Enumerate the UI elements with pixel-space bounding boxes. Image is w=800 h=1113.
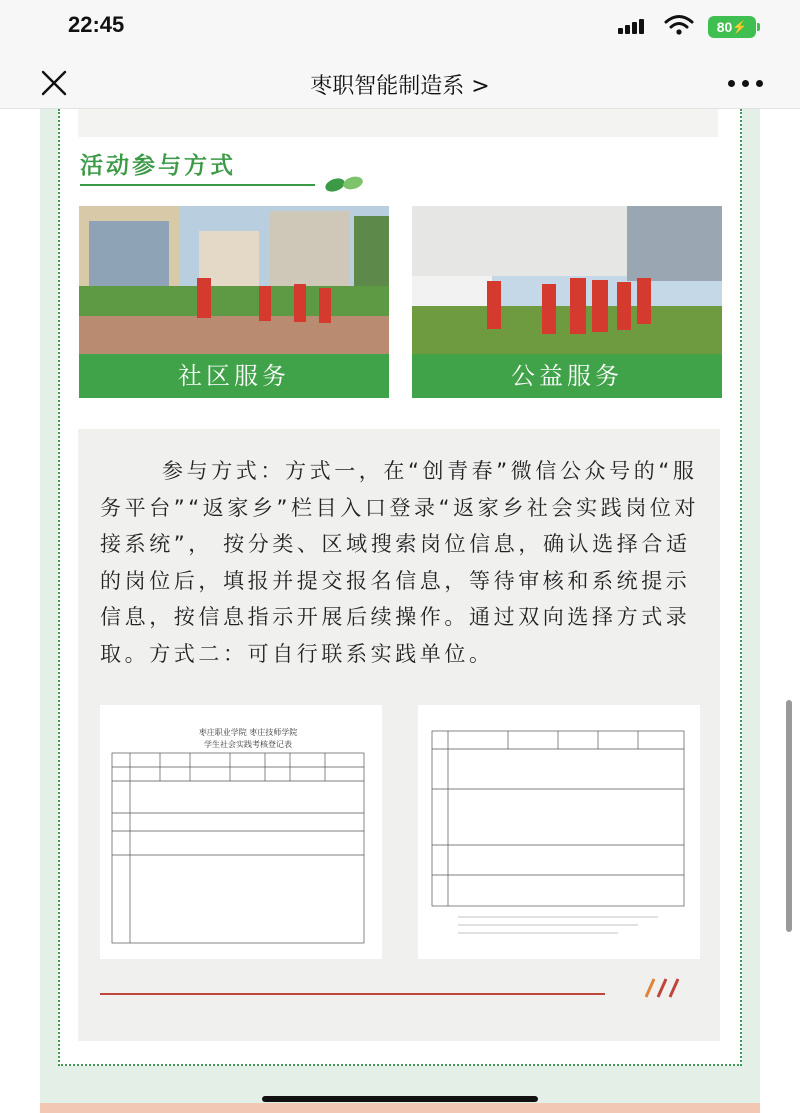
community-service-photo [79, 206, 389, 354]
charity-service-photo [412, 206, 722, 354]
photo-label-community: 社区服务 [79, 354, 389, 398]
form-title-line-2: 学生社会实践考核登记表 [204, 740, 292, 749]
scrollbar[interactable] [786, 700, 792, 932]
charging-icon: ⚡ [732, 20, 748, 34]
battery-indicator [708, 16, 756, 38]
page-title[interactable]: 枣职智能制造系 > [310, 74, 490, 99]
section-heading: 活动参与方式 [80, 153, 236, 179]
home-indicator[interactable] [262, 1096, 538, 1102]
form-title-line-1: 枣庄职业学院 枣庄技师学院 [198, 728, 298, 737]
slash-decoration-icon [638, 977, 686, 999]
wifi-icon [664, 14, 694, 36]
registration-form-image-left [100, 705, 382, 959]
heading-underline [80, 184, 315, 186]
battery-level: 80 [716, 19, 733, 35]
photo-label-charity: 公益服务 [412, 354, 722, 398]
status-time: 22:45 [68, 12, 125, 37]
registration-form-image-right [418, 705, 700, 959]
status-bar [0, 0, 800, 58]
signal-icon [618, 18, 648, 34]
participation-panel [78, 429, 720, 1041]
article-body [40, 109, 760, 1113]
participation-description: 参与方式：方式一，在“创青春”微信公众号的“服务平台”“返家乡”栏目入口登录“返家乡社会实践岗位对接系统”， 按分类、区域搜索岗位信息，确认选择合适的岗位后，填报并提交报名信息，等待审核和系统提示信息，按信息指示开展后续操作。通过双向选择方式录取。方式二：可自行联系实践单位。 [100, 459, 700, 666]
next-section-edge [40, 1103, 760, 1113]
more-icon[interactable] [728, 80, 764, 88]
photo-card-community[interactable] [79, 206, 389, 398]
nav-bar [0, 58, 800, 109]
photo-card-charity[interactable] [412, 206, 722, 398]
accent-divider [100, 993, 605, 995]
leaf-icon [323, 175, 365, 193]
previous-panel-bottom [78, 109, 718, 137]
